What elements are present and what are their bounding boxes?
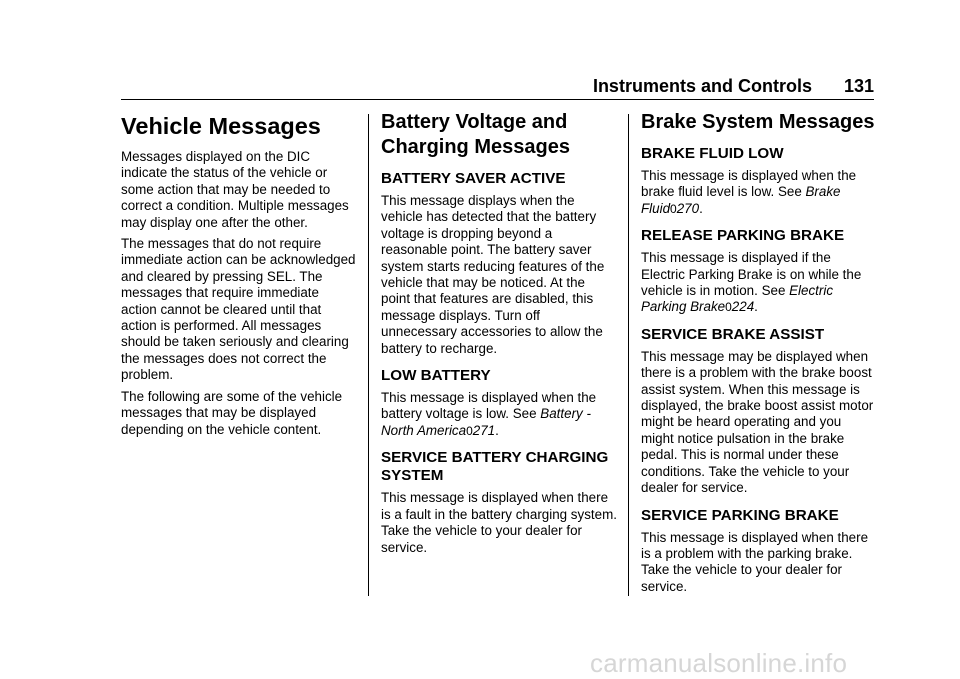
cross-reference-link[interactable]: Brake Fluid: [641, 184, 841, 216]
brake-fluid-heading: BRAKE FLUID LOW: [641, 145, 784, 162]
low-battery-heading: LOW BATTERY: [381, 367, 491, 385]
service-brake-assist-text: This message may be displayed when there is a problem with the brake boost assist system. When this message is displayed, the brake boost assist motor might be heard operating and you might notice pulsation in the brake pedal. This is normal under these conditions. Take the vehicle to your dealer for service.: [641, 348, 874, 496]
body-text: This message is displayed if the Electric Parking Brake is on while the vehicle is in motion. See: [641, 250, 862, 299]
body-text: This message is displayed when the battery voltage is low. See: [381, 390, 597, 422]
section-title: Instruments and Controls: [592, 75, 812, 96]
battery-saver-text: This message displays when the vehicle has detected that the battery voltage is dropping beyond a reasonable point. The battery saver system starts reducing features of the vehicle that may be noticed. At the point that features are disabled, this message displays. Turn off unnecessary accessories to allow the battery to recharge.: [381, 193, 605, 356]
body-text: This message is displayed when the brake fluid level is low. See: [641, 168, 857, 200]
release-parking-brake-heading: RELEASE PARKING BRAKE: [641, 227, 845, 245]
paragraph: Messages displayed on the DIC indicate the status of the vehicle or some action that may be needed to correct a condition. Multiple messages may display one after the other.: [121, 149, 349, 230]
page-ref-icon: 0: [670, 201, 677, 216]
brake-fluid-text: [641, 168, 877, 217]
punctuation: .: [699, 200, 703, 216]
column-3: [641, 107, 877, 600]
vehicle-messages-title: Vehicle Messages: [121, 113, 321, 139]
column-1: [121, 107, 357, 443]
page-ref-icon: 0: [725, 300, 732, 315]
punctuation: .: [495, 422, 499, 438]
paragraph: The following are some of the vehicle messages that may be displayed depending on the vehicle content.: [121, 388, 343, 437]
cross-reference-link[interactable]: Battery - North America: [381, 406, 591, 438]
watermark: carmanualsonline.info: [590, 648, 848, 678]
page-header: [121, 72, 874, 100]
release-parking-brake-text: [641, 250, 877, 316]
page-reference[interactable]: 271: [472, 422, 496, 438]
column-2: [381, 107, 617, 561]
punctuation: .: [754, 299, 758, 315]
service-brake-assist-heading: SERVICE BRAKE ASSIST: [641, 325, 825, 343]
page-reference[interactable]: 224: [731, 299, 755, 315]
service-battery-heading: SERVICE BATTERY CHARGING SYSTEM: [381, 449, 609, 485]
paragraph: The messages that do not require immediate action can be acknowledged and cleared by pressing SEL. The messages that require immediate action cannot be cleared until that action is performed. All messages should be taken seriously and clearing the messages does not correct the problem.: [121, 236, 356, 383]
service-battery-text: This message is displayed when there is a fault in the battery charging system. Take the vehicle to your dealer for service.: [381, 490, 617, 555]
cross-reference-link[interactable]: Electric Parking Brake: [641, 283, 834, 315]
page-number: 131: [843, 75, 874, 96]
column-divider-2: [628, 114, 629, 596]
battery-voltage-title: Battery Voltage and Charging Messages: [381, 111, 570, 158]
battery-saver-heading: BATTERY SAVER ACTIVE: [381, 170, 566, 187]
column-divider-1: [368, 114, 369, 596]
service-parking-brake-heading: SERVICE PARKING BRAKE: [641, 506, 839, 524]
low-battery-text: [381, 390, 617, 439]
header-rule: [121, 99, 874, 100]
service-parking-brake-text: This message is displayed when there is a problem with the parking brake. Take the vehicle to your dealer for service.: [641, 529, 869, 594]
brake-system-title: Brake System Messages: [641, 111, 875, 133]
page-reference[interactable]: 270: [676, 200, 700, 216]
page-ref-icon: 0: [466, 423, 473, 438]
